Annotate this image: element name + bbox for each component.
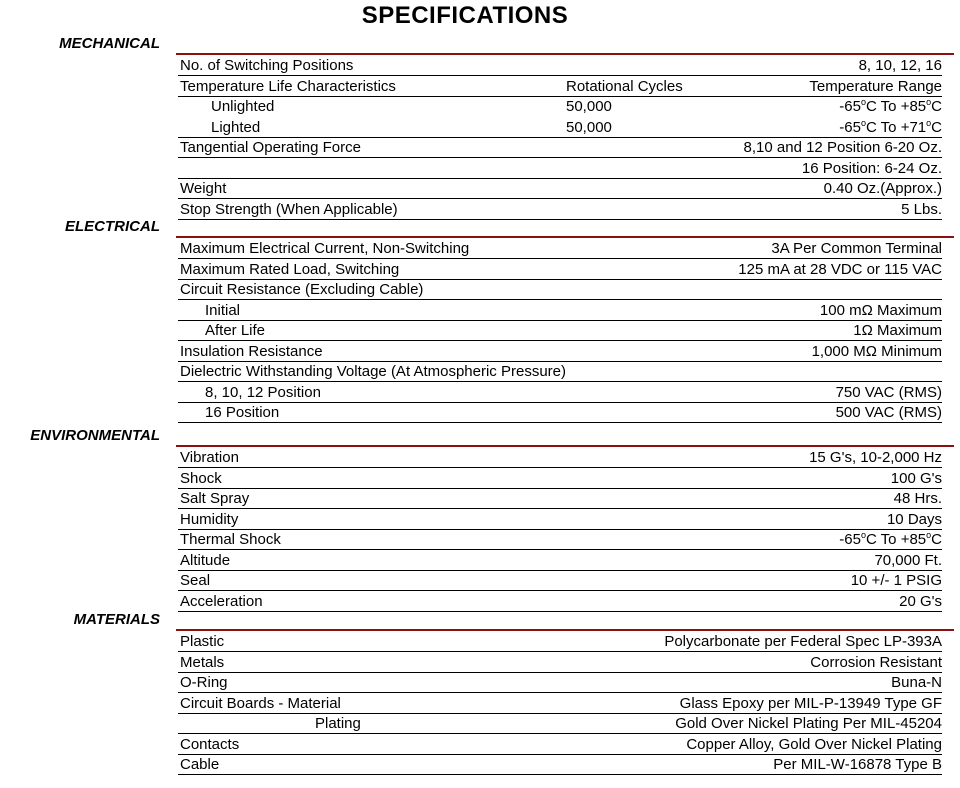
spec-label: 16 Position [205, 404, 280, 421]
spec-value: Polycarbonate per Federal Spec LP-393A [664, 633, 942, 650]
spec-label: Altitude [180, 551, 231, 569]
spec-row [178, 239, 942, 259]
section-divider [176, 236, 954, 238]
spec-label: 8, 10, 12 Position [205, 383, 321, 401]
spec-value: 8, 10, 12, 16 [858, 57, 942, 74]
spec-label: O-Ring [180, 674, 228, 691]
spec-label: Dielectric Withstanding Voltage (At Atmospheric Pressure) [180, 363, 566, 380]
spec-label: Thermal Shock [180, 531, 281, 548]
spec-value: 10 Days [886, 510, 942, 528]
spec-label: Salt Spray [180, 490, 250, 507]
spec-value: 1,000 MΩ Minimum [811, 342, 942, 360]
spec-row [178, 280, 942, 300]
spec-value: 20 G's [899, 592, 942, 610]
spec-row [178, 632, 942, 652]
spec-row [178, 592, 942, 612]
spec-label: Unlighted [211, 98, 275, 115]
spec-value: 3A Per Common Terminal [771, 240, 942, 257]
spec-value: 0.40 Oz.(Approx.) [823, 180, 942, 197]
spec-label: Lighted [211, 118, 261, 136]
spec-label: Circuit Resistance (Excluding Cable) [180, 281, 424, 298]
spec-value: Glass Epoxy per MIL-P-13949 Type GF [679, 694, 942, 712]
spec-row [178, 138, 942, 158]
spec-row [178, 530, 942, 550]
spec-row [178, 301, 942, 321]
section-label: MATERIALS [73, 611, 160, 628]
spec-label: Cable [180, 756, 220, 773]
spec-value: 10 +/- 1 PSIG [850, 572, 942, 589]
spec-label: Plating [315, 715, 361, 732]
spec-row [178, 403, 942, 423]
spec-mid-value: 50,000 [566, 118, 612, 136]
spec-label: Circuit Boards - Material [180, 694, 341, 712]
spec-row [178, 673, 942, 693]
spec-mid-value: 50,000 [566, 98, 612, 115]
spec-row [178, 755, 942, 775]
spec-value: 1Ω Maximum [853, 322, 942, 339]
spec-label: Shock [180, 469, 222, 487]
spec-row [178, 159, 942, 179]
spec-value: 48 Hrs. [893, 490, 942, 507]
spec-value: Corrosion Resistant [810, 653, 942, 671]
spec-value: 125 mA at 28 VDC or 115 VAC [738, 260, 942, 278]
section-divider [176, 629, 954, 631]
spec-label: Acceleration [180, 592, 263, 610]
spec-value: 500 VAC (RMS) [835, 404, 942, 421]
spec-value: 750 VAC (RMS) [835, 383, 942, 401]
spec-value: -65$^o$C $To +85^oC$ [839, 97, 942, 115]
spec-label: Maximum Electrical Current, Non-Switching [180, 240, 470, 257]
section-label: ENVIRONMENTAL [30, 427, 160, 444]
spec-row [178, 342, 942, 362]
spec-label: Maximum Rated Load, Switching [180, 260, 400, 278]
spec-label: Metals [180, 653, 225, 671]
spec-value: 8,10 and 12 Position 6-20 Oz. [743, 139, 942, 156]
spec-row [178, 653, 942, 673]
section-label: ELECTRICAL [65, 218, 160, 235]
spec-value: 70,000 Ft. [874, 551, 942, 569]
spec-label: Tangential Operating Force [180, 139, 361, 156]
spec-label: Initial [205, 301, 241, 319]
spec-label: Seal [180, 572, 211, 589]
spec-row [178, 179, 942, 199]
spec-label: Humidity [180, 510, 239, 528]
section-divider [176, 53, 954, 55]
spec-row [178, 735, 942, 755]
spec-label: No. of Switching Positions [180, 57, 354, 74]
page-title: SPECIFICATIONS [361, 2, 569, 29]
section-label: MECHANICAL [59, 35, 160, 52]
spec-value: Temperature Range [809, 77, 942, 95]
spec-value: 5 Lbs. [901, 200, 942, 218]
spec-row [178, 448, 942, 468]
spec-row [178, 260, 942, 280]
section-divider [176, 445, 954, 447]
spec-value: Buna-N [891, 674, 942, 691]
spec-label: Plastic [180, 633, 225, 650]
spec-mid-value: Rotational Cycles [566, 77, 683, 95]
spec-label: After Life [205, 322, 266, 339]
spec-row [178, 321, 942, 341]
spec-value: 100 mΩ Maximum [819, 301, 942, 319]
spec-label: Vibration [180, 449, 239, 466]
spec-row [178, 714, 942, 734]
spec-row [178, 362, 942, 382]
spec-label: Weight [180, 180, 227, 197]
spec-label: Insulation Resistance [180, 342, 323, 360]
spec-value: 15 G's, 10-2,000 Hz [809, 449, 942, 466]
spec-row [178, 56, 942, 76]
spec-value: Copper Alloy, Gold Over Nickel Plating [686, 735, 942, 753]
spec-value: 16 Position: 6-24 Oz. [801, 159, 942, 177]
spec-label: Stop Strength (When Applicable) [180, 200, 398, 218]
spec-row [178, 571, 942, 591]
spec-row [178, 510, 942, 530]
spec-row [178, 118, 942, 138]
spec-row [178, 469, 942, 489]
spec-value: Gold Over Nickel Plating Per MIL-45204 [675, 715, 942, 732]
spec-row [178, 200, 942, 220]
spec-value: Per MIL-W-16878 Type B [773, 756, 942, 773]
spec-row [178, 694, 942, 714]
spec-row [178, 97, 942, 117]
spec-row [178, 489, 942, 509]
spec-value: 100 G's [890, 469, 942, 487]
spec-value: -65$^o$C $To +85^oC$ [839, 530, 942, 548]
spec-row [178, 77, 942, 97]
spec-row [178, 551, 942, 571]
spec-label: Contacts [180, 735, 240, 753]
spec-label: Temperature Life Characteristics [180, 77, 396, 95]
spec-row [178, 383, 942, 403]
spec-value: -65$^o$C $To +71^oC$ [839, 117, 942, 136]
